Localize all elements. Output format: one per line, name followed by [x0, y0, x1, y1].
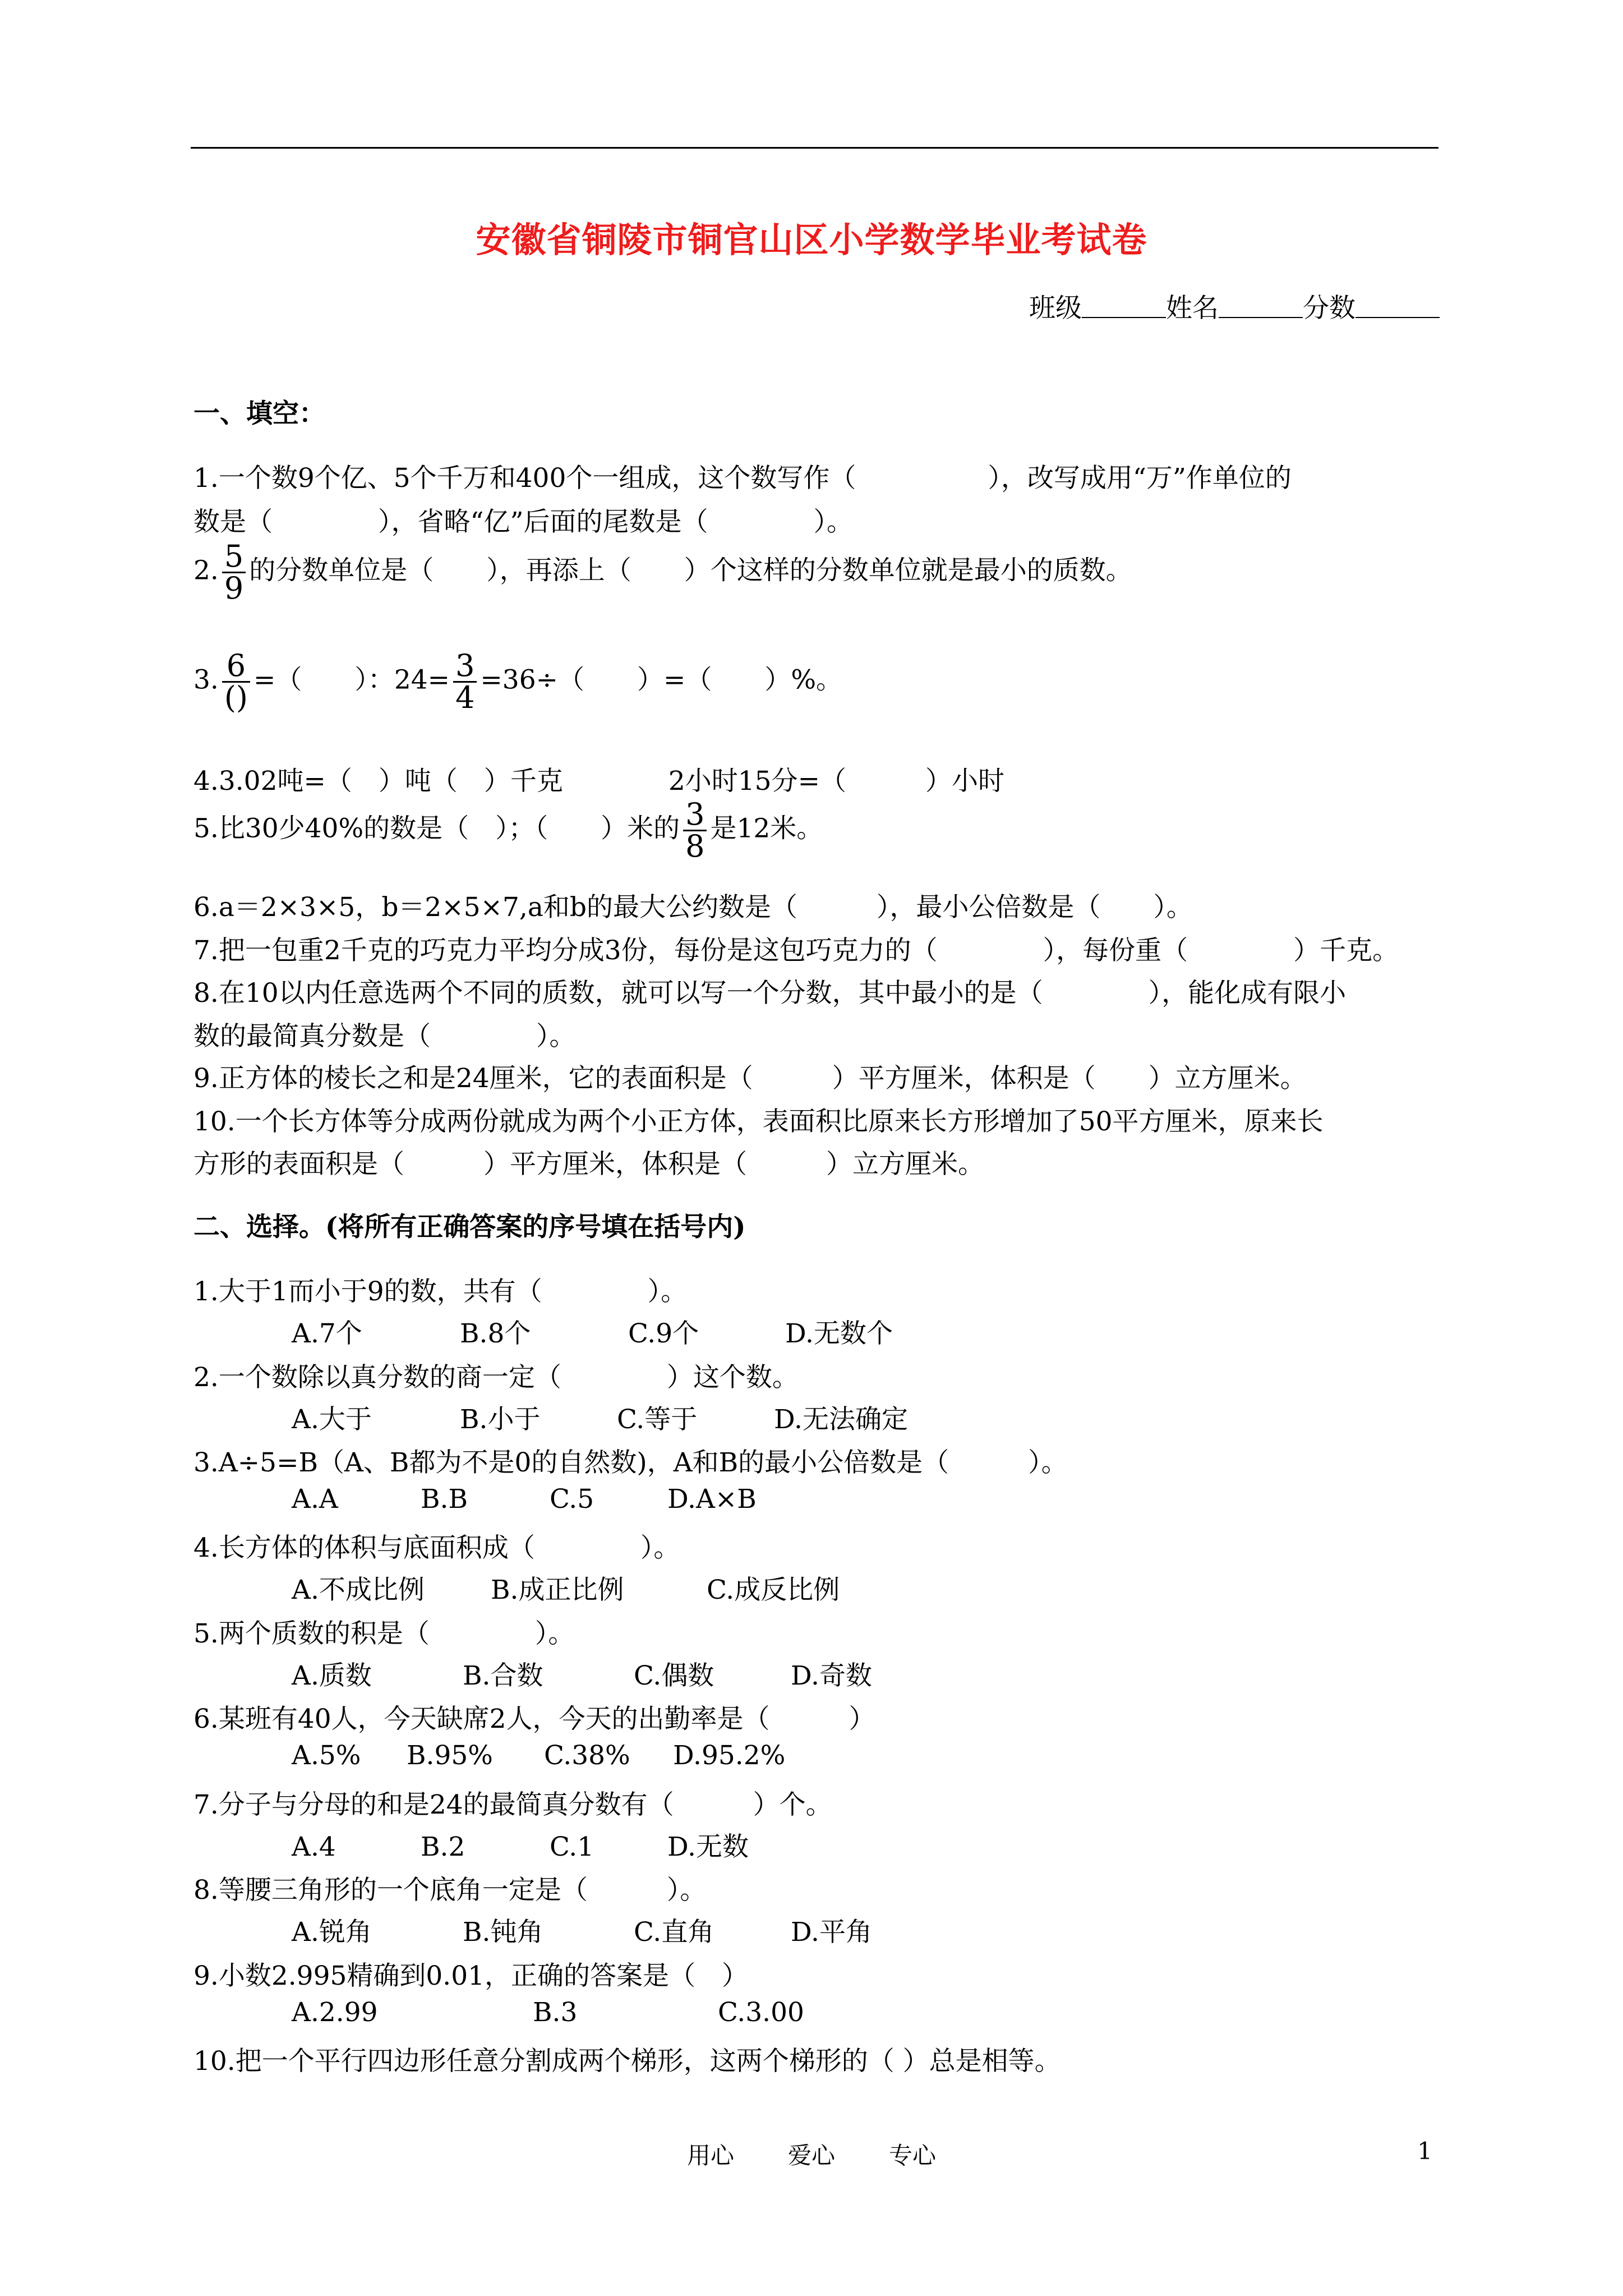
question-5-end: 是12米。 — [710, 813, 823, 844]
fraction-6-blank — [222, 648, 250, 715]
fraction-denominator: 9 — [224, 570, 244, 606]
question-4: 4.3.02吨=（ ）吨（ ）千克 2小时15分=（ ）小时 — [193, 766, 1004, 797]
class-blank — [1082, 295, 1166, 318]
question-5-pre: 5.比30少40%的数是（ ）；（ ）米的 — [193, 813, 680, 844]
choice-question-2: 2.一个数除以真分数的商一定（ ）这个数。 — [193, 1362, 799, 1393]
footer-item: 专心 — [889, 2142, 937, 2169]
option-c: C.偶数 — [634, 1660, 714, 1691]
option-c: C.直角 — [634, 1917, 714, 1948]
choice-question-3: 3.A÷5=B（A、B都为不是0的自然数)，A和B的最小公倍数是（ ）。 — [193, 1447, 1068, 1478]
option-a: A.4 — [292, 1832, 336, 1862]
footer-item: 爱心 — [787, 2142, 835, 2169]
choice-options-2 — [292, 1398, 908, 1436]
option-d: D.平角 — [791, 1917, 872, 1948]
option-d: D.无法确定 — [774, 1404, 908, 1435]
option-b: B.B — [421, 1484, 468, 1515]
page-number: 1 — [1417, 2137, 1432, 2165]
choice-options-6 — [292, 1740, 785, 1771]
question-10b: 方形的表面积是（ ）平方厘米，体积是（ ）立方厘米。 — [193, 1149, 984, 1180]
option-d: D.无数个 — [785, 1318, 893, 1349]
option-a: A.大于 — [292, 1404, 372, 1435]
question-3-prefix: 3. — [193, 664, 219, 696]
option-a: A.5% — [292, 1740, 361, 1771]
choice-question-10: 10.把一个平行四边形任意分割成两个梯形，这两个梯形的（ ）总是相等。 — [193, 2046, 1061, 2077]
question-8a: 8.在10以内任意选两个不同的质数，就可以写一个分数，其中最小的是（ ），能化成有限小 — [193, 978, 1347, 1009]
choice-options-3 — [292, 1484, 757, 1515]
section-heading-choice: 二、选择。(将所有正确答案的序号填在括号内) — [193, 1212, 746, 1243]
option-b: B.2 — [421, 1832, 465, 1862]
choice-question-5: 5.两个质数的积是（ ）。 — [193, 1618, 575, 1649]
fraction-3-8 — [683, 799, 707, 862]
question-5 — [193, 799, 823, 862]
question-1a: 1.一个数9个亿、5个千万和400个一组成，这个数写作（ ），改写成用“万”作单位的 — [193, 463, 1292, 494]
choice-options-1 — [292, 1313, 893, 1350]
option-a: A.2.99 — [292, 1997, 378, 2028]
option-a: A.A — [292, 1484, 338, 1515]
option-a: A.不成比例 — [292, 1575, 425, 1605]
question-2-text: 的分数单位是（ ），再添上（ ）个这样的分数单位就是最小的质数。 — [249, 555, 1132, 586]
choice-question-6: 6.某班有40人，今天缺席2人，今天的出勤率是（ ） — [193, 1704, 875, 1734]
page-footer — [0, 2137, 1623, 2171]
option-b: B.8个 — [460, 1318, 531, 1349]
page-title: 安徽省铜陵市铜官山区小学数学毕业考试卷 — [476, 219, 1147, 260]
option-d: D.奇数 — [791, 1660, 872, 1691]
question-10a: 10.一个长方体等分成两份就成为两个小正方体，表面积比原来长方形增加了50平方厘米，原来长 — [193, 1106, 1324, 1137]
choice-question-8: 8.等腰三角形的一个底角一定是（ ）。 — [193, 1875, 707, 1906]
option-b: B.钝角 — [463, 1917, 543, 1948]
fraction-5-9 — [222, 541, 246, 604]
question-7: 7.把一包重2千克的巧克力平均分成3份，每份是这包巧克力的（ ），每份重（ ）千克。 — [193, 935, 1399, 966]
option-d: D.95.2% — [673, 1740, 786, 1771]
option-c: C.1 — [550, 1832, 594, 1862]
choice-options-5 — [292, 1655, 872, 1692]
fraction-numerator: 3 — [683, 799, 707, 831]
choice-options-9 — [292, 1997, 804, 2028]
option-c: C.38% — [544, 1740, 630, 1771]
question-3-mid: =（ ）：24= — [253, 664, 450, 696]
header-rule — [191, 147, 1438, 149]
question-2 — [193, 541, 1132, 604]
footer-item: 用心 — [686, 2142, 734, 2169]
fraction-3-4 — [453, 648, 477, 715]
name-blank — [1219, 295, 1303, 318]
question-1b: 数是（ ），省略“亿”后面的尾数是（ ）。 — [193, 507, 854, 537]
choice-options-4 — [292, 1569, 840, 1607]
fraction-denominator: () — [224, 680, 248, 715]
choice-options-8 — [292, 1911, 872, 1949]
student-info — [1029, 287, 1440, 325]
question-3 — [193, 648, 843, 715]
choice-question-4: 4.长方体的体积与底面积成（ ）。 — [193, 1533, 680, 1563]
option-b: B.成正比例 — [491, 1575, 624, 1605]
choice-question-7: 7.分子与分母的和是24的最简真分数有（ ）个。 — [193, 1789, 832, 1820]
choice-question-1: 1.大于1而小于9的数，共有（ ）。 — [193, 1276, 688, 1307]
question-9: 9.正方体的棱长之和是24厘米，它的表面积是（ ）平方厘米，体积是（ ）立方厘米。 — [193, 1063, 1307, 1094]
option-a: A.锐角 — [292, 1917, 372, 1948]
option-c: C.5 — [550, 1484, 594, 1515]
option-a: A.7个 — [292, 1318, 362, 1349]
fraction-denominator: 4 — [455, 680, 475, 715]
question-8b: 数的最简真分数是（ ）。 — [193, 1021, 576, 1052]
option-c: C.等于 — [617, 1404, 698, 1435]
option-b: B.小于 — [460, 1404, 541, 1435]
option-c: C.成反比例 — [707, 1575, 840, 1605]
question-6: 6.a＝2×3×5，b＝2×5×7,a和b的最大公约数是（ ），最小公倍数是（ ）。 — [193, 892, 1193, 923]
name-label: 姓名 — [1166, 293, 1219, 324]
question-3-end: =36÷（ ）=（ ）%。 — [480, 664, 843, 696]
class-label: 班级 — [1029, 293, 1082, 324]
section-heading-fill: 一、填空： — [193, 398, 325, 429]
option-c: C.3.00 — [718, 1997, 804, 2028]
option-b: B.95% — [407, 1740, 493, 1771]
choice-question-9: 9.小数2.995精确到0.01，正确的答案是（ ） — [193, 1961, 749, 1991]
fraction-numerator: 5 — [222, 541, 246, 573]
option-d: D.无数 — [667, 1832, 749, 1862]
option-c: C.9个 — [628, 1318, 699, 1349]
option-d: D.A×B — [667, 1484, 757, 1515]
fraction-numerator: 3 — [453, 651, 477, 683]
score-blank — [1355, 295, 1440, 318]
option-b: B.合数 — [463, 1660, 543, 1691]
choice-options-7 — [292, 1826, 749, 1864]
fraction-numerator: 6 — [222, 651, 250, 683]
option-a: A.质数 — [292, 1660, 372, 1691]
question-2-prefix: 2. — [193, 555, 219, 586]
option-b: B.3 — [533, 1997, 578, 2028]
fraction-denominator: 8 — [685, 829, 705, 864]
score-label: 分数 — [1303, 293, 1355, 324]
